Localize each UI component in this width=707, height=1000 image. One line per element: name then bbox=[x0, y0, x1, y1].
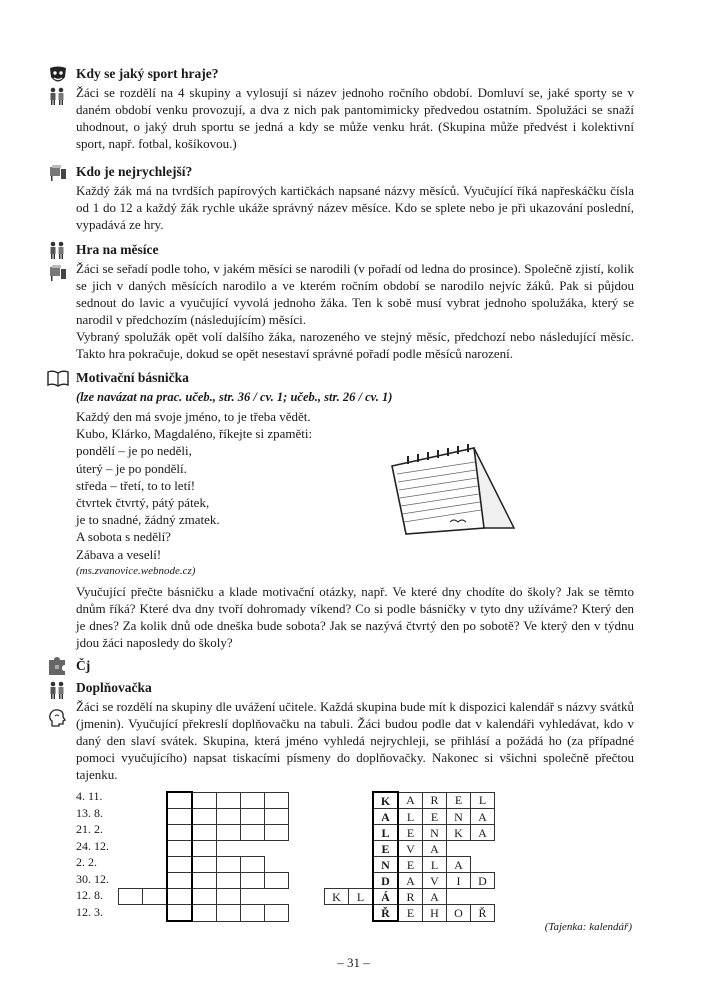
children-icon bbox=[47, 680, 67, 700]
poem-line: je to snadné, žádný zmatek. bbox=[76, 512, 220, 528]
section-text-crossword: Žáci se rozdělí na skupiny dle uvážení učitele. Každá skupina bude mít k dispozici kalendář s názvy svátků (jmenin). Vyučující překreslí doplňovačku na tabuli. Žáci budou podle dat v kalendáři vyhledávat, kdo v daný den slaví svátek. Skupina, která jméno vyhledá nejrychleji, se přihlásí a požádá ho (za případné pomoci vyučujícího) napsat tiskacími písmeny do doplňovačky. Nakonec si všichni společně přečtou tajenku. bbox=[76, 699, 634, 782]
section-text-months-2: Vybraný spolužák opět volí dalšího žáka, narozeného ve stejný měsíc, předchozí nebo následující měsíc. Takto hra pokračuje, dokud se opět nesestaví správné pořadí podle měsíců narození. bbox=[76, 329, 634, 361]
poem-source: (ms.zvanovice.webnode.cz) bbox=[76, 565, 196, 577]
crossword-solution-grid bbox=[324, 791, 495, 922]
poem-line: středa – třetí, to to letí! bbox=[76, 477, 196, 493]
section-text-fastest: Každý žák má na tvrdších papírových kartičkách napsané názvy měsíců. Vyučující říká napřeskáčku čísla od 1 do 12 a každý žák rychle ukáže správný název měsíce. Kdo se splete nebo je při ukazování poslední, vypadává ze hry. bbox=[76, 183, 634, 232]
puzzle-icon bbox=[47, 656, 67, 676]
textbook-reference: (lze navázat na prac. učeb., str. 36 / cv. 1; učeb., str. 26 / cv. 1) bbox=[76, 390, 393, 404]
date-label: 4. 11. bbox=[76, 789, 103, 803]
school-desk-icon bbox=[48, 162, 68, 182]
tajenka-cell: A bbox=[373, 809, 398, 825]
section-text-sport: Žáci se rozdělí na 4 skupiny a vylosují si název jednoho ročního období. Domluví se, jaké sporty se v daném období venku provozují, a dva z nich pak pantomimicky předvedou ostatním. Spolužáci se snaží uhodnout, o jaký druh sportu se jedná a kdy se může venku hrát. (Skupina může předvést i kolektivní sport, např. fotbal, košíkovou.) bbox=[76, 85, 634, 151]
section-title-sport: Kdy se jaký sport hraje? bbox=[76, 66, 219, 81]
table-row: E V A bbox=[325, 841, 495, 857]
poem-line: A sobota s nedělí? bbox=[76, 529, 171, 545]
tajenka-cell: Á bbox=[373, 889, 398, 905]
section-title-crossword: Doplňovačka bbox=[76, 680, 152, 695]
poem-line: Kubo, Klárko, Magdaléno, říkejte si zpaměti: bbox=[76, 426, 313, 442]
date-label: 2. 2. bbox=[76, 855, 97, 869]
date-label: 21. 2. bbox=[76, 822, 103, 836]
date-label: 12. 8. bbox=[76, 888, 103, 902]
school-desk-icon bbox=[48, 262, 68, 282]
poem bbox=[76, 408, 312, 563]
tajenka-cell: E bbox=[373, 841, 398, 857]
date-label: 24. 12. bbox=[76, 838, 109, 853]
section-title-fastest: Kdo je nejrychlejší? bbox=[76, 164, 193, 179]
tajenka-cell: Ř bbox=[373, 905, 398, 922]
table-row: Ř E H O Ř bbox=[325, 905, 495, 922]
tajenka-cell: D bbox=[373, 873, 398, 889]
crossword-empty-grid bbox=[118, 791, 289, 922]
tajenka-cell: K bbox=[373, 792, 398, 809]
children-icon bbox=[47, 240, 67, 260]
section-title-poem: Motivační básnička bbox=[76, 370, 189, 385]
section-text-months-1: Žáci se seřadí podle toho, v jakém měsíci se narodili (v pořadí od ledna do prosince). Společně zjistí, kolik se jich v daných měsících narodilo a ve kterém ročním období se narodilo nejvíc žáků. Pak si půjdou sednout do lavic a vyučující vyvolá jednoho žáka. Ten k sobě musí vybrat jednoho spolužáka, který se narodil v předchozím (následujícím) měsíci. bbox=[76, 261, 634, 327]
section-title-months: Hra na měsíce bbox=[76, 242, 159, 257]
table-row: K L Á R A bbox=[325, 889, 495, 905]
date-label: 13. 8. bbox=[76, 805, 103, 820]
date-label: 12. 3. bbox=[76, 904, 103, 919]
head-profile-icon bbox=[47, 708, 67, 728]
tajenka-cell: N bbox=[373, 857, 398, 873]
section-text-poem-questions: Vyučující přečte básničku a klade motivační otázky, např. Ve které dny chodíte do školy? Jak se těmto dnům říká? Které dva dny tvoří dohromady víkend? Co si podle básničky v tyto dny užíváme? Který den je dnes? Za kolik dnů ode dneška bude sobota? Jak se nazývá čtvrtý den po sobotě? Ve který den v týdnu jdou žáci naposledy do školy? bbox=[76, 584, 634, 650]
table-row: A L E N A bbox=[325, 809, 495, 825]
tajenka-answer: (Tajenka: kalendář) bbox=[544, 921, 632, 933]
poem-line: Zábava a veselí! bbox=[76, 546, 162, 562]
tajenka-cell: L bbox=[373, 825, 398, 841]
poem-line: Každý den má svoje jméno, to je třeba vědět. bbox=[76, 409, 311, 424]
poem-line: úterý – je po pondělí. bbox=[76, 460, 187, 476]
table-row: N E L A bbox=[325, 857, 495, 873]
date-label: 30. 12. bbox=[76, 871, 109, 886]
children-icon bbox=[47, 86, 67, 106]
page-number: – 31 – bbox=[337, 955, 370, 970]
theater-mask-icon bbox=[48, 66, 68, 86]
table-row: D A V I D bbox=[325, 873, 495, 889]
table-row: K A R E L bbox=[325, 792, 495, 809]
open-book-icon bbox=[46, 368, 70, 388]
crossword-dates bbox=[76, 788, 109, 920]
poem-line: čtvrtek čtvrtý, pátý pátek, bbox=[76, 495, 210, 511]
subject-label: Čj bbox=[76, 658, 91, 673]
desk-calendar-illustration bbox=[388, 440, 524, 536]
poem-line: pondělí – je po neděli, bbox=[76, 443, 192, 459]
table-row: L E N K A bbox=[325, 825, 495, 841]
